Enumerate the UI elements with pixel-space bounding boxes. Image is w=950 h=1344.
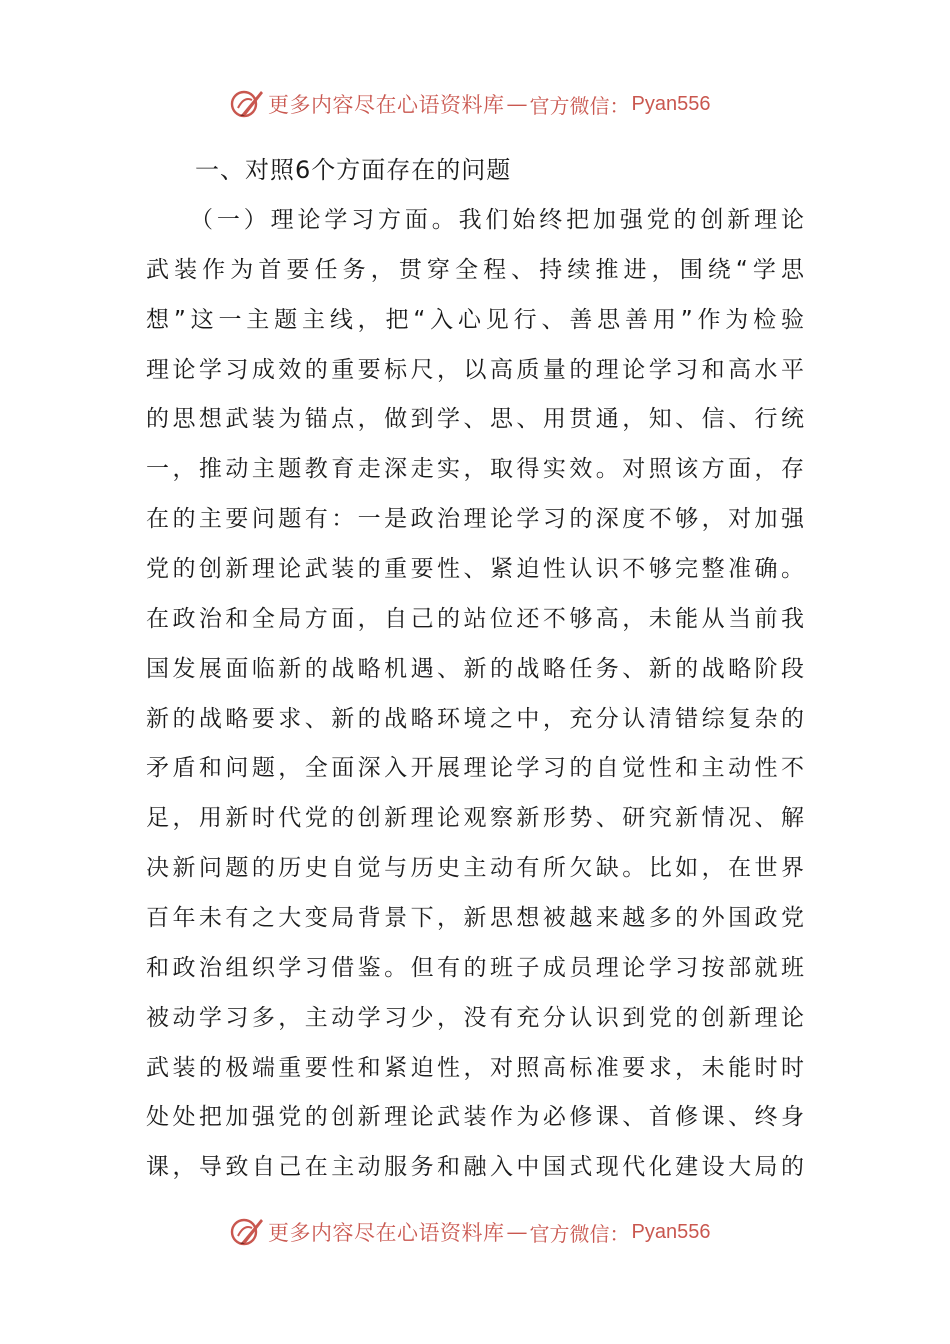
watermark-wechat-label: 官方微信： [529, 1221, 630, 1246]
paragraph-line: 国发展面临新的战略机遇、新的战略任务、新的战略阶段 [146, 655, 804, 682]
pen-logo-icon [228, 1214, 264, 1250]
paragraph-line: 党的创新理论武装的重要性、紧迫性认识不够完整准确。 [146, 556, 804, 583]
paragraph-line: 决新问题的历史自觉与历史主动有所欠缺。比如，在世界 [146, 855, 804, 882]
paragraph-line: （一）理论学习方面。我们始终把加强党的创新理论 [190, 207, 804, 233]
paragraph-line: 新的战略要求、新的战略环境之中，充分认清错综复杂的 [146, 705, 804, 732]
paragraph-line: 足，用新时代党的创新理论观察新形势、研究新情况、解 [146, 805, 804, 832]
paragraph-line: 理论学习成效的重要标尺，以高质量的理论学习和高水平 [146, 356, 804, 383]
watermark-separator: — [506, 1220, 528, 1244]
paragraph-line: 百年未有之大变局背景下，新思想被越来越多的外国政党 [146, 905, 804, 932]
pen-logo-icon [228, 86, 264, 122]
paragraph-line: 处处把加强党的创新理论武装作为必修课、首修课、终身 [146, 1104, 804, 1131]
paragraph-line: 武装作为首要任务，贯穿全程、持续推进，围绕“学思 [146, 256, 804, 283]
paragraph-line: 在政治和全局方面，自己的站位还不够高，未能从当前我 [146, 605, 804, 632]
paragraph-line: 在的主要问题有：一是政治理论学习的深度不够，对加强 [146, 506, 804, 533]
paragraph-line: 想”这一主题主线，把“入心见行、善思善用”作为检验 [146, 306, 804, 333]
watermark-text: 更多内容尽在心语资料库 [268, 93, 505, 117]
watermark-wechat-id: Pyan556 [631, 92, 711, 115]
paragraph-line: 课，导致自己在主动服务和融入中国式现代化建设大局的 [146, 1154, 804, 1181]
paragraph-line: 和政治组织学习借鉴。但有的班子成员理论学习按部就班 [146, 954, 804, 981]
watermark-wechat-label: 官方微信： [529, 93, 630, 118]
paragraph-line: 矛盾和问题，全面深入开展理论学习的自觉性和主动性不 [146, 755, 804, 782]
paragraph-line: 被动学习多，主动学习少，没有充分认识到党的创新理论 [146, 1004, 804, 1031]
watermark-text: 更多内容尽在心语资料库 [268, 1221, 505, 1245]
body-paragraph [146, 202, 804, 1199]
section-heading: 一、对照6个方面存在的问题 [195, 156, 512, 184]
footer-watermark-banner [228, 1212, 710, 1252]
paragraph-line: 一，推动主题教育走深走实，取得实效。对照该方面，存 [146, 456, 804, 483]
paragraph-line: 武装的极端重要性和紧迫性，对照高标准要求，未能时时 [146, 1054, 804, 1081]
paragraph-line: 的思想武装为锚点，做到学、思、用贯通，知、信、行统 [146, 406, 804, 433]
watermark-separator: — [506, 92, 528, 116]
watermark-wechat-id: Pyan556 [631, 1220, 711, 1243]
header-watermark-banner [228, 84, 710, 124]
